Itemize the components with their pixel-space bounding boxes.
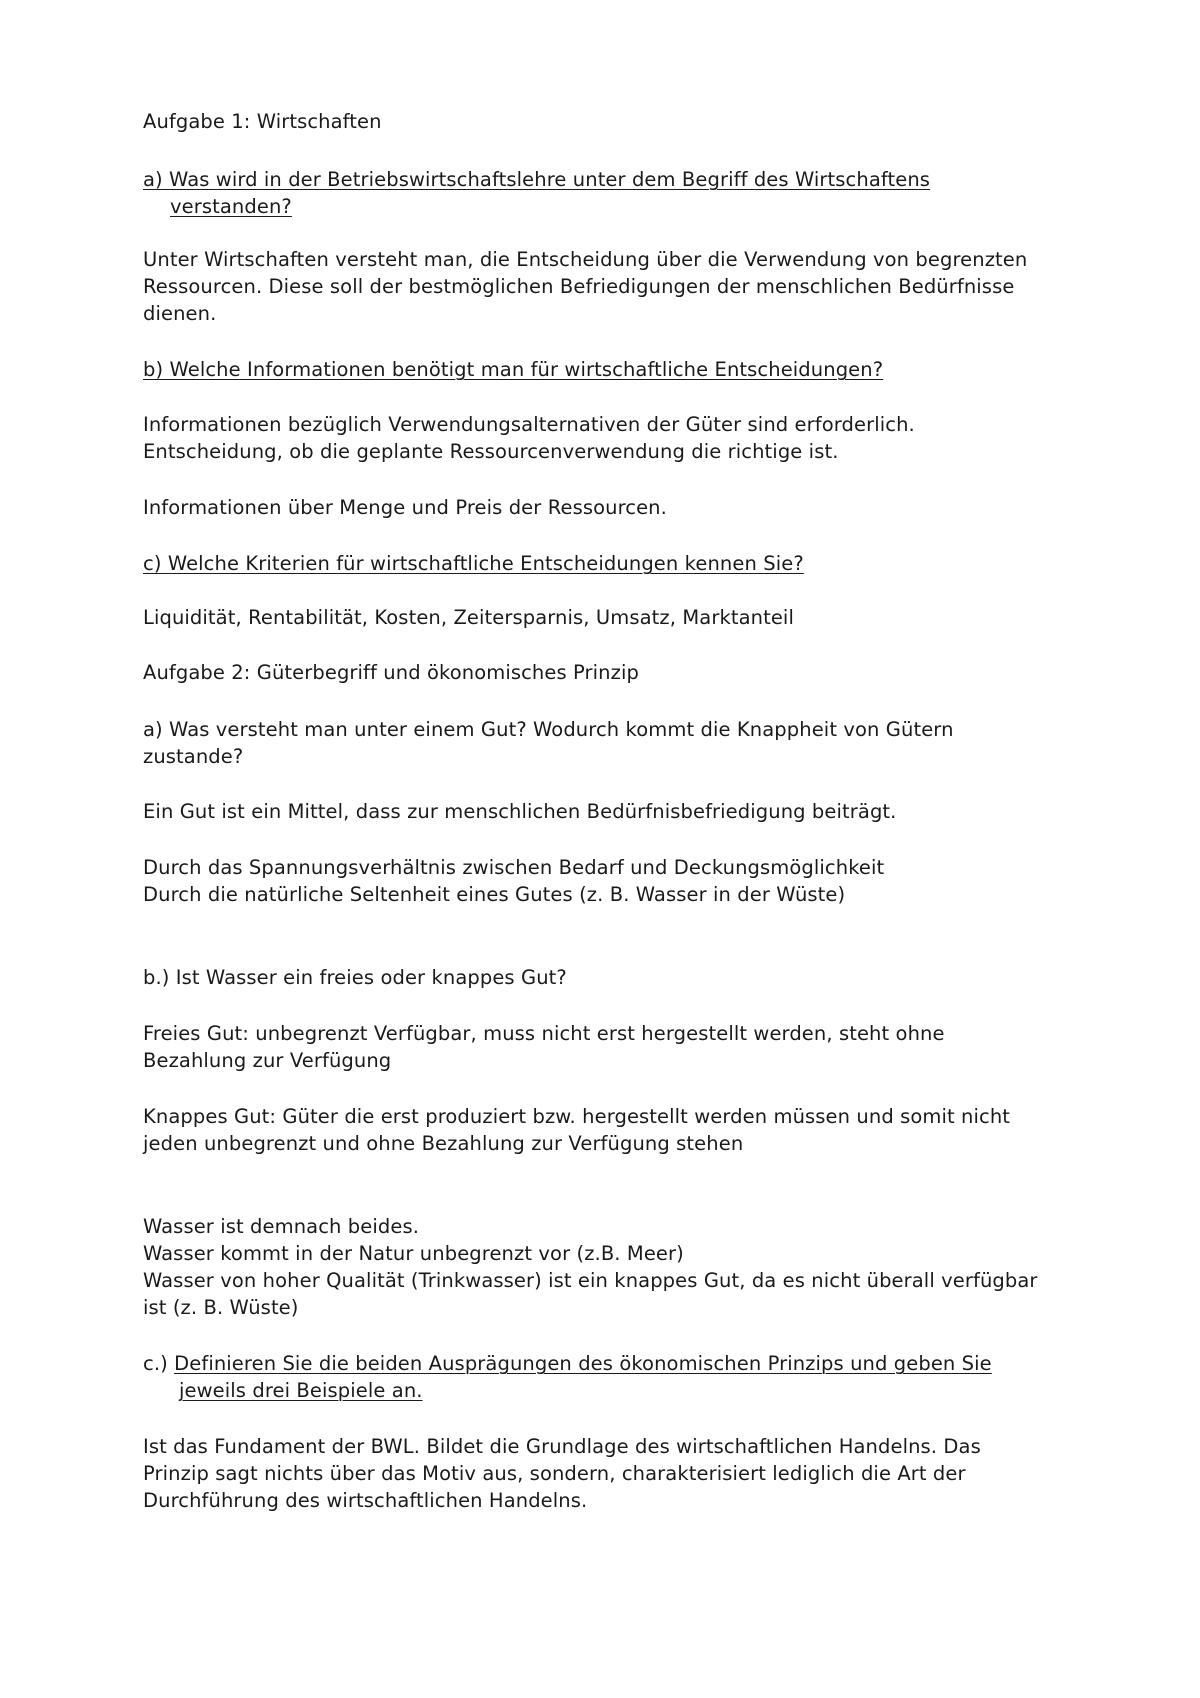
answer-2a-line2: Durch das Spannungsverhältnis zwischen Bedarf und Deckungsmöglichkeit [143,856,885,879]
answer-2a-line1: Ein Gut ist ein Mittel, dass zur menschlichen Bedürfnisbefriedigung beiträgt. [143,800,897,823]
answer-2b-line2: Bezahlung zur Verfügung [143,1049,392,1072]
answer-2c-line3: Durchführung des wirtschaftlichen Handelns. [143,1489,588,1512]
answer-2c-line2: Prinzip sagt nichts über das Motiv aus, sondern, charakterisiert lediglich die Art der [143,1462,966,1485]
question-2c-prefix: c.) [143,1352,175,1375]
answer-1c: Liquidität, Rentabilität, Kosten, Zeitersparnis, Umsatz, Marktanteil [143,606,794,629]
answer-2b-line6: Wasser kommt in der Natur unbegrenzt vor (z.B. Meer) [143,1242,684,1265]
answer-2b-line5: Wasser ist demnach beides. [143,1215,420,1238]
question-1a-line1: a) Was wird in der Betriebswirtschaftslehre unter dem Begriff des Wirtschaftens [143,168,931,191]
answer-2b-line3: Knappes Gut: Güter die erst produziert bzw. hergestellt werden müssen und somit nicht [143,1105,1011,1128]
question-2a-line2: zustande? [143,745,244,768]
answer-2a-line3: Durch die natürliche Seltenheit eines Gutes (z. B. Wasser in der Wüste) [143,883,846,906]
question-1b: b) Welche Informationen benötigt man für wirtschaftliche Entscheidungen? [143,358,884,381]
answer-2b-line7: Wasser von hoher Qualität (Trinkwasser) ist ein knappes Gut, da es nicht überall verfügbar [143,1269,1038,1292]
task2-title: Aufgabe 2: Güterbegriff und ökonomisches Prinzip [143,661,639,684]
answer-1a-line3: dienen. [143,302,217,325]
question-2c-text: Definieren Sie die beiden Ausprägungen des ökonomischen Prinzips und geben Sie [174,1352,992,1375]
answer-2c-line1: Ist das Fundament der BWL. Bildet die Grundlage des wirtschaftlichen Handelns. Das [143,1435,981,1458]
question-2c-line1 [143,1350,992,1377]
answer-2b-line4: jeden unbegrenzt und ohne Bezahlung zur Verfügung stehen [143,1132,744,1155]
answer-1b-line1: Informationen bezüglich Verwendungsalternativen der Güter sind erforderlich. [143,413,915,436]
answer-1a-line2: Ressourcen. Diese soll der bestmöglichen Befriedigungen der menschlichen Bedürfnisse [143,275,1015,298]
question-2b: b.) Ist Wasser ein freies oder knappes Gut? [143,966,567,989]
question-2a-line1: a) Was versteht man unter einem Gut? Wodurch kommt die Knappheit von Gütern [143,718,954,741]
answer-1b-line3: Informationen über Menge und Preis der Ressourcen. [143,496,667,519]
answer-1a-line1: Unter Wirtschaften versteht man, die Entscheidung über die Verwendung von begrenzten [143,248,1028,271]
question-2c-line2: jeweils drei Beispiele an. [179,1379,423,1402]
answer-1b-line2: Entscheidung, ob die geplante Ressourcenverwendung die richtige ist. [143,440,839,463]
question-1a-line2: verstanden? [170,195,292,218]
answer-2b-line1: Freies Gut: unbegrenzt Verfügbar, muss nicht erst hergestellt werden, steht ohne [143,1022,945,1045]
question-1c: c) Welche Kriterien für wirtschaftliche Entscheidungen kennen Sie? [143,552,804,575]
answer-2b-line8: ist (z. B. Wüste) [143,1296,299,1319]
task1-title: Aufgabe 1: Wirtschaften [143,110,382,133]
